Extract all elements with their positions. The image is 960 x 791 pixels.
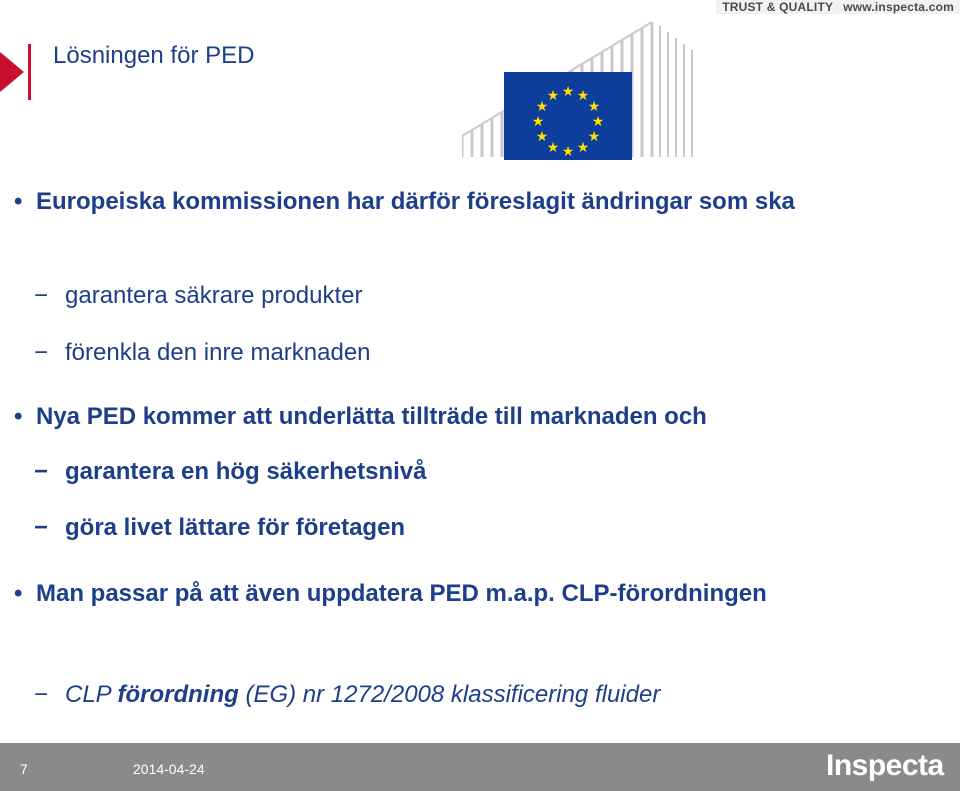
- svg-text:★: ★: [535, 129, 549, 145]
- dash-icon: −: [34, 458, 49, 485]
- svg-text:★: ★: [546, 140, 560, 156]
- inspecta-logo: Inspecta: [826, 749, 944, 782]
- svg-text:★: ★: [546, 88, 560, 104]
- page-title: Lösningen för PED: [53, 42, 255, 69]
- dash-icon: −: [34, 339, 49, 366]
- svg-text:★: ★: [587, 129, 601, 145]
- website-url: www.inspecta.com: [843, 0, 954, 14]
- bullet-dot-icon: •: [14, 188, 23, 215]
- tagline-text: TRUST & QUALITY: [722, 0, 834, 14]
- clp-regulation-word: förordning: [117, 681, 239, 708]
- svg-text:★: ★: [576, 88, 590, 104]
- dash-icon: −: [34, 681, 49, 708]
- page-number: 7: [20, 761, 28, 777]
- svg-text:★: ★: [561, 84, 575, 100]
- clp-prefix: CLP: [65, 681, 118, 708]
- european-commission-logo: [462, 12, 698, 162]
- svg-text:★: ★: [591, 114, 605, 130]
- svg-text:★: ★: [587, 99, 601, 115]
- slide-date: 2014-04-24: [133, 761, 205, 777]
- svg-text:★: ★: [531, 114, 545, 130]
- bullet-dot-icon: •: [14, 403, 23, 430]
- bullet-dot-icon: •: [14, 580, 23, 607]
- title-arrow-marker-icon: [0, 44, 34, 100]
- dash-icon: −: [34, 282, 49, 309]
- footer-bar: [0, 743, 960, 791]
- clp-suffix: (EG) nr 1272/2008 klassificering fluider: [238, 681, 661, 708]
- header-tagline-bar: [716, 0, 960, 14]
- dash-icon: −: [34, 514, 49, 541]
- svg-text:★: ★: [576, 140, 590, 156]
- svg-text:★: ★: [561, 144, 575, 160]
- svg-text:★: ★: [535, 99, 549, 115]
